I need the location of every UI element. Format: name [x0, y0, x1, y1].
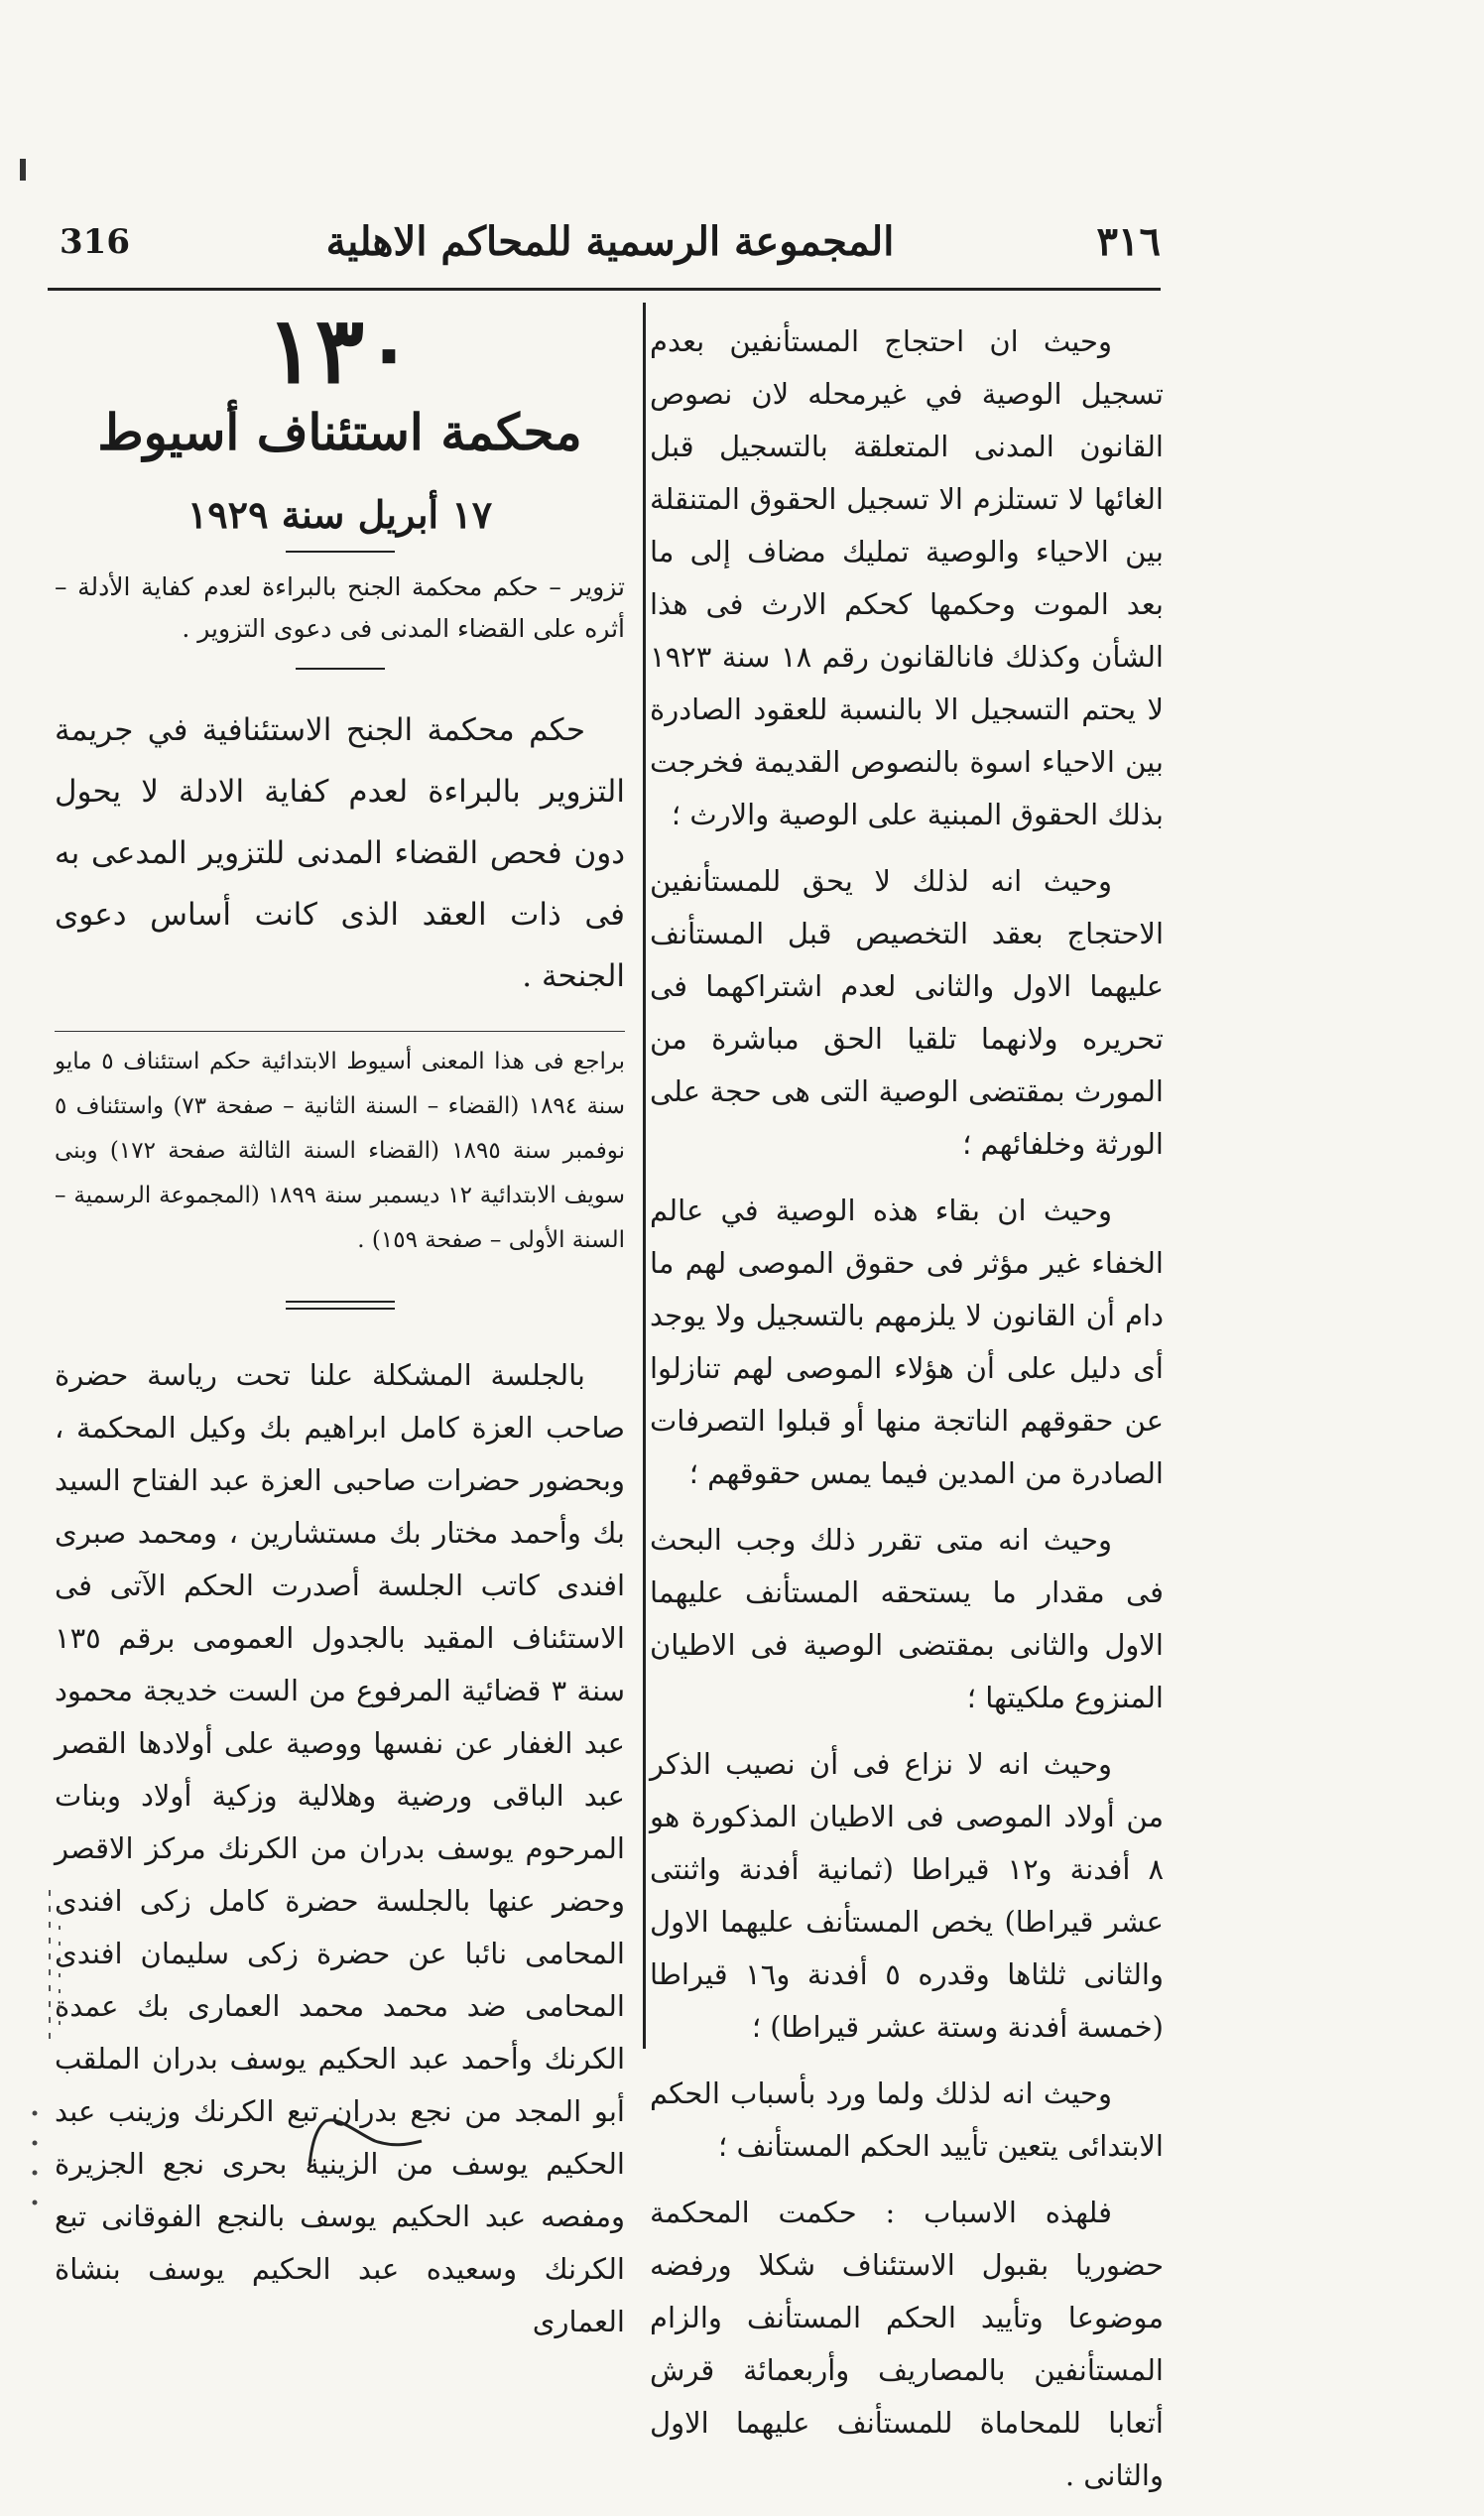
case-summary: تزوير – حكم محكمة الجنح بالبراءة لعدم كفاية الأدلة – أثره على القضاء المدنى فى دعوى التزوير . [55, 572, 625, 643]
journal-title: المجموعة الرسمية للمحاكم الاهلية [325, 218, 895, 265]
margin-mark [20, 159, 26, 181]
left-column [55, 297, 626, 2348]
margin-dots [30, 2103, 40, 2222]
paragraph: وحيث انه لذلك ولما ورد بأسباب الحكم الابتدائى يتعين تأييد الحكم المستأنف ؛ [650, 2076, 1164, 2163]
paragraph: وحيث ان احتجاج المستأنفين بعدم تسجيل الوصية في غيرمحله لان نصوص القانون المدنى المتعلقة بالتسجيل قبل الغائها لا تستلزم الا تسجيل الحقوق المتنقلة بين الاحياء والوصية تمليك مضاف إلى ما بعد الموت وحكمها كحكم الارث فى هذا الشأن وكذلك فانالقانون رقم ١٨ سنة ١٩٢٣ لا يحتم التسجيل الا بالنسبة للعقود الصادرة بين الاحياء اسوة بالنصوص القديمة فخرجت بذلك الحقوق المبنية على الوصية والارث ؛ [650, 324, 1164, 831]
case-number: ١٣٠ [266, 297, 414, 404]
handwritten-mark [298, 2111, 427, 2171]
right-column [650, 315, 1164, 2516]
page-number-arabic: ٣١٦ [1096, 218, 1161, 265]
page-header [60, 218, 1161, 278]
paragraph: وحيث انه لذلك لا يحق للمستأنفين الاحتجاج بعقد التخصيص قبل المستأنف عليهما الاول والثانى لعدم اشتراكهما فى تحريره ولانهما تلقيا الحق مباشرة من المورث بمقتضى الوصية التى هى حجة على الورثة وخلفائهم ؛ [650, 864, 1164, 1161]
judgment-body: بالجلسة المشكلة علنا تحت رياسة حضرة صاحب العزة كامل ابراهيم بك وكيل المحكمة ، وبحضور حضرات صاحبى العزة عبد الفتاح السيد بك وأحمد مختار بك مستشارين ، ومحمد صبرى افندى كاتب الجلسة أصدرت الحكم الآتى فى الاستئناف المقيد بالجدول العمومى برقم ١٣٥ سنة ٣ قضائية المرفوع من الست خديجة محمود عبد الغفار عن نفسها ووصية على أولادها القصر عبد الباقى ورضية وهلالية وزكية أولاد وبنات المرحوم يوسف بدران من الكرنك مركز الاقصر وحضر عنها بالجلسة حضرة كامل زكى افندى المحامى نائبا عن حضرة زكى سليمان افندى المحامى ضد محمد محمد العمارى بك عمدة الكرنك وأحمد عبد الحكيم يوسف بدران الملقب أبو المجد من نجع بدران تبع الكرنك وزينب عبد الحكيم يوسف من الزينية بحرى نجع الجزيرة ومفصه عبد الحكيم يوسف بالنجع الفوقانى تبع الكرنك وسعيده عبد الحكيم يوسف بنشاة العمارى [55, 1358, 625, 2338]
column-divider [643, 303, 646, 2049]
divider [296, 668, 385, 670]
footnote-rule [55, 1031, 625, 1032]
judgment-date: ١٧ أبريل سنة ١٩٢٩ [186, 492, 493, 537]
page-number-latin: 316 [60, 222, 130, 262]
paragraph: وحيث ان بقاء هذه الوصية في عالم الخفاء غير مؤثر فى حقوق الموصى لهم ما دام أن القانون لا يلزمهم بالتسجيل ولا يوجد أى دليل على أن هؤلاء الموصى لهم تنازلوا عن حقوقهم الناتجة منها أو قبلوا التصرفات الصادرة من المدين فيما يمس حقوقهم ؛ [650, 1194, 1164, 1490]
paragraph: وحيث انه متى تقرر ذلك وجب البحث فى مقدار ما يستحقه المستأنف عليهما الاول والثانى بمقتضى الوصية فى الاطيان المنزوع ملكيتها ؛ [650, 1523, 1164, 1714]
section-divider [286, 1301, 395, 1310]
scan-artifact-marks [30, 1890, 69, 2039]
references-note: براجع فى هذا المعنى أسيوط الابتدائية حكم استئناف ٥ مايو سنة ١٨٩٤ (القضاء – السنة الثانية – صفحة ٧٣) واستئناف ٥ نوفمبر سنة ١٨٩٥ (القضاء السنة الثالثة صفحة ١٧٢) وبنى سويف الابتدائية ١٢ ديسمبر سنة ١٨٩٩ (المجموعة الرسمية – السنة الأولى – صفحة ١٥٩) . [55, 1049, 626, 1253]
divider [286, 551, 395, 553]
paragraph: فلهذه الاسباب : حكمت المحكمة حضوريا بقبول الاستئناف شكلا ورفضه موضوعا وتأييد الحكم المستأنف والزام المستأنفين بالمصاريف وأربعمائة قرش أتعابا للمحاماة للمستأنف عليهما الاول والثانى . [650, 2196, 1164, 2492]
paragraph: وحيث انه لا نزاع فى أن نصيب الذكر من أولاد الموصى فى الاطيان المذكورة هو ٨ أفدنة و١٢ قيراطا (ثمانية أفدنة واثنتى عشر قيراطا) يخص المستأنف عليهما الاول والثانى ثلثاها وقدره ٥ أفدنة و١٦ قيراطا (خمسة أفدنة وستة عشر قيراطا) ؛ [650, 1747, 1165, 2044]
legal-holding: حكم محكمة الجنح الاستئنافية في جريمة التزوير بالبراءة لعدم كفاية الادلة لا يحول دون فحص القضاء المدنى للتزوير المدعى به فى ذات العقد الذى كانت أساس دعوى الجنحة . [55, 712, 625, 994]
header-rule [48, 288, 1161, 291]
court-name: محكمة استئناف أسيوط [97, 403, 582, 461]
